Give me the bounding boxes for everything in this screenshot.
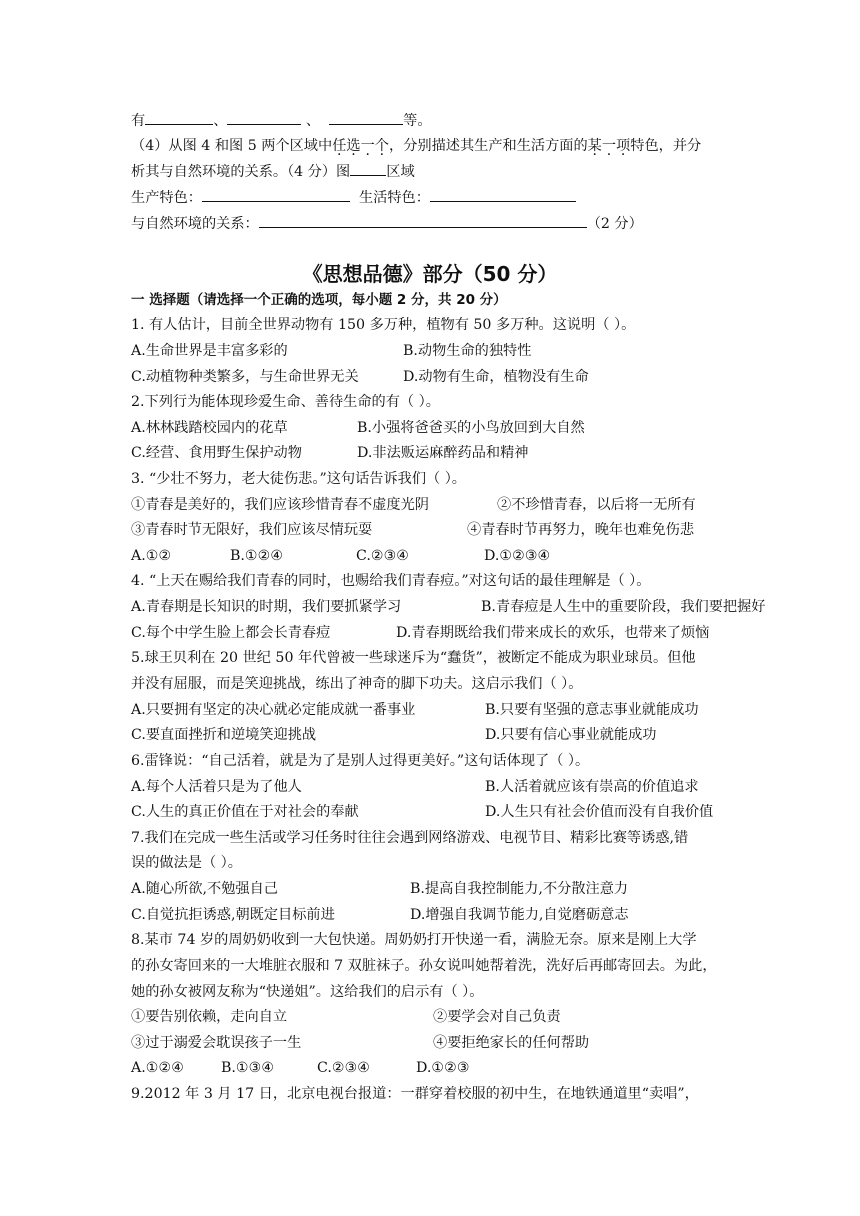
- option: B.提高自我控制能力,不分散注意力: [410, 881, 629, 897]
- option: C.经营、食用野生保护动物: [131, 445, 302, 461]
- option: B.青春痘是人生中的重要阶段，我们要把握好: [481, 599, 766, 615]
- option: A.①②: [131, 548, 172, 564]
- statement: ②要学会对自己负责: [433, 1009, 561, 1025]
- question-3: 3. “少壮不努力，老大徒伤悲。”这句话告诉我们（ ）。: [131, 471, 466, 487]
- option: A.①②④: [131, 1060, 184, 1076]
- emphasis-char: 一: [601, 138, 617, 154]
- question-1: 1. 有人估计，目前全世界动物有 150 多万种，植物有 50 多万种。这说明（ ）。: [131, 317, 636, 333]
- text: 等。: [403, 113, 432, 129]
- geo-line-4: [131, 187, 576, 208]
- statement: ②不珍惜青春，以后将一无所有: [497, 497, 696, 513]
- blank[interactable]: [202, 187, 350, 202]
- question-8-cont: 的孙女寄回来的一大堆脏衣服和 7 双脏袜子。孙女说叫她帮着洗，洗好后再邮寄回去。为此，: [131, 958, 717, 974]
- geo-line-2: [131, 136, 701, 156]
- statement: ①要告别依赖，走向自立: [131, 1009, 288, 1025]
- question-8-cont: 她的孙女被网友称为“快递姐”。这给我们的启示有（ ）。: [131, 984, 484, 1000]
- blank[interactable]: [227, 110, 301, 125]
- text: 与自然环境的关系：: [131, 216, 259, 232]
- text: 、: [213, 113, 228, 129]
- question-9: 9.2012 年 3 月 17 日，北京电视台报道：一群穿着校服的初中生，在地铁通道里“卖唱”，: [131, 1086, 699, 1102]
- geo-line-3: [131, 161, 415, 182]
- text: 特色，并分: [630, 138, 702, 154]
- option: C.要直面挫折和逆境笑迎挑战: [131, 727, 317, 743]
- question-4: 4. “上天在赐给我们青春的同时，也赐给我们青春痘。”对这句话的最佳理解是（ ）。: [131, 573, 651, 589]
- option: C.自觉抗拒诱惑,朝既定目标前进: [131, 907, 335, 923]
- question-7: 7.我们在完成一些生活或学习任务时往往会遇到网络游戏、电视节目、精彩比赛等诱惑,错: [131, 830, 689, 846]
- text: ，分别描述其生产和生活方面的: [389, 138, 588, 154]
- option: B.小强将爸爸买的小鸟放回到大自然: [357, 420, 585, 436]
- text: 、: [305, 113, 321, 129]
- option: A.只要拥有坚定的决心就必定能成就一番事业: [131, 702, 416, 718]
- option: A.随心所欲,不勉强自己: [131, 881, 278, 897]
- option: D.只要有信心事业就能成功: [485, 727, 657, 743]
- option: A.青春期是长知识的时期，我们要抓紧学习: [131, 599, 402, 615]
- emphasis-char: 选: [346, 138, 361, 154]
- option: D.增强自我调节能力,自觉磨砺意志: [410, 907, 629, 923]
- emphasis-char: 一: [360, 138, 375, 154]
- option: A.生命世界是丰富多彩的: [131, 343, 288, 359]
- option: A.每个人活着只是为了他人: [131, 779, 302, 795]
- question-5: 5.球王贝利在 20 世纪 50 年代曾被一些球迷斥为“蠢货”，被断定不能成为职业球员。但他: [131, 650, 696, 666]
- blank[interactable]: [145, 110, 213, 125]
- option: D.青春期既给我们带来成长的欢乐，也带来了烦恼: [396, 625, 710, 641]
- emphasis-char: 项: [616, 138, 631, 154]
- option: C.②③④: [317, 1060, 371, 1076]
- geo-line-5: [131, 213, 643, 234]
- text: 区域: [386, 164, 415, 180]
- geo-line-1: [131, 110, 432, 131]
- emphasis-char: 某: [587, 138, 602, 154]
- blank[interactable]: [329, 110, 403, 125]
- text: 生活特色：: [358, 190, 430, 206]
- option: D.①②③: [416, 1060, 470, 1076]
- statement: ③过于溺爱会耽误孩子一生: [131, 1035, 302, 1051]
- option: B.动物生命的独特性: [403, 343, 532, 359]
- statement: ①青春是美好的，我们应该珍惜青春不虚度光阴: [131, 497, 429, 513]
- text: 生产特色：: [131, 190, 202, 206]
- text: 析其与自然环境的关系。（4 分）图: [131, 164, 351, 180]
- option: C.人生的真正价值在于对社会的奉献: [131, 804, 359, 820]
- option: C.动植物种类繁多，与生命世界无关: [131, 369, 359, 385]
- statement: ③青春时节无限好，我们应该尽情玩耍: [131, 522, 373, 538]
- blank[interactable]: [350, 161, 386, 176]
- option: D.人生只有社会价值而没有自我价值: [485, 804, 714, 820]
- option: D.动物有生命，植物没有生命: [403, 369, 589, 385]
- text: （2 分）: [586, 216, 643, 232]
- blank[interactable]: [430, 187, 576, 202]
- question-5-cont: 并没有屈服，而是笑迎挑战，练出了神奇的脚下功夫。这启示我们（ ）。: [131, 676, 583, 692]
- emphasis-char: 任: [332, 138, 347, 154]
- option: B.人活着就应该有崇高的价值追求: [485, 779, 699, 795]
- part-heading: 一 选择题（请选择一个正确的选项，每小题 2 分，共 20 分）: [131, 292, 507, 308]
- option: B.只要有坚强的意志事业就能成功: [485, 702, 699, 718]
- section-title: 《思想品德》部分（50 分）: [302, 262, 558, 286]
- option: C.每个中学生脸上都会长青春痘: [131, 625, 331, 641]
- option: B.①③④: [221, 1060, 275, 1076]
- option: C.②③④: [356, 548, 410, 564]
- emphasis-char: 个: [374, 138, 389, 154]
- text: 有: [131, 113, 146, 129]
- statement: ④要拒绝家长的任何帮助: [433, 1035, 590, 1051]
- question-8: 8.某市 74 岁的周奶奶收到一大包快递。周奶奶打开快递一看，满脸无奈。原来是刚上大学: [131, 932, 697, 948]
- option: D.①②③④: [484, 548, 551, 564]
- option: A.林林践踏校园内的花草: [131, 420, 288, 436]
- blank[interactable]: [259, 213, 587, 228]
- option: B.①②④: [230, 548, 284, 564]
- question-7-cont: 误的做法是（ ）。: [131, 855, 242, 871]
- question-2: 2.下列行为能体现珍爱生命、善待生命的有（ ）。: [131, 394, 440, 410]
- statement: ④青春时节再努力，晚年也难免伤悲: [467, 522, 695, 538]
- question-6: 6.雷锋说：“自己活着，就是为了是别人过得更美好。”这句话体现了（ ）。: [131, 753, 590, 769]
- option: D.非法贩运麻醉药品和精神: [357, 445, 529, 461]
- text: （4）从图 4 和图 5 两个区域中: [131, 138, 333, 154]
